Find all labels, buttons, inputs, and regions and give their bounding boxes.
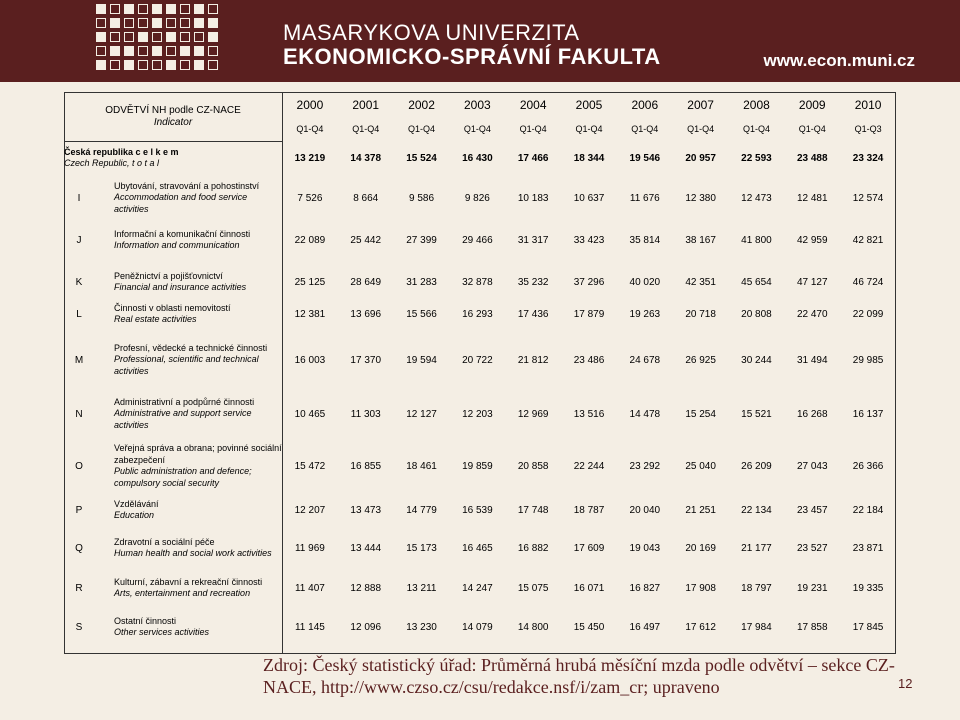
value-cell: 15 472 — [294, 460, 326, 472]
row-label — [94, 537, 282, 560]
logo-square — [194, 60, 204, 70]
logo-square — [208, 18, 218, 28]
value-cell: 26 925 — [685, 354, 716, 366]
value-cell: 12 380 — [685, 192, 716, 204]
table-row — [64, 268, 896, 296]
value-cell: 12 096 — [350, 621, 382, 633]
value-cell: 24 678 — [629, 354, 661, 366]
value-cell: 22 470 — [796, 308, 828, 320]
indicator-header — [64, 105, 282, 129]
value-cell: 13 444 — [350, 542, 382, 554]
value-cell: 13 696 — [350, 308, 382, 320]
value-cell: 13 230 — [406, 621, 437, 633]
row-label-en: Real estate activities — [114, 314, 197, 324]
value-cell: 21 177 — [741, 542, 772, 554]
row-code: N — [75, 408, 83, 420]
period-cell: Q1-Q4 — [687, 124, 715, 134]
source-note: Zdroj: Český statistický úřad: Průměrná hrubá měsíční mzda podle odvětví – sekce CZ-NACE, http://www.czso.cz/csu/redakce.nsf/i/zam_cr; upraveno — [263, 655, 895, 697]
year-header-row — [282, 98, 896, 112]
university-header — [0, 0, 960, 82]
logo-square — [194, 4, 204, 14]
row-label-cz: Ostatní činnosti — [114, 615, 177, 626]
value-cell: 13 219 — [294, 152, 326, 164]
indicator-cz: ODVĚTVÍ NH podle CZ-NACE — [105, 105, 241, 116]
value-cell: 22 244 — [573, 460, 605, 472]
value-cell: 23 486 — [573, 354, 605, 366]
year-cell: 2009 — [798, 98, 826, 112]
value-cell: 23 871 — [852, 542, 884, 554]
value-cell: 22 184 — [852, 504, 884, 516]
row-label-en: Financial and insurance activities — [114, 282, 247, 292]
logo-square — [138, 32, 148, 42]
logo-square — [208, 32, 218, 42]
logo-square — [166, 4, 176, 14]
table-row — [64, 300, 896, 328]
row-label-en: Administrative and support service activities — [114, 408, 252, 430]
value-cell: 9 826 — [464, 192, 490, 204]
period-header-row — [282, 124, 896, 134]
value-cell: 16 293 — [462, 308, 493, 320]
period-cell: Q1-Q4 — [463, 124, 491, 134]
value-cell: 19 043 — [629, 542, 661, 554]
logo-square — [166, 18, 176, 28]
row-label — [94, 181, 282, 216]
value-cell: 21 812 — [517, 354, 549, 366]
value-cell: 31 283 — [406, 276, 437, 288]
row-label — [94, 499, 282, 522]
value-cell: 15 075 — [517, 582, 549, 594]
value-cell: 20 808 — [741, 308, 772, 320]
logo-square — [138, 60, 148, 70]
value-cell: 20 718 — [685, 308, 716, 320]
value-cell: 19 263 — [629, 308, 661, 320]
value-cell: 37 296 — [573, 276, 605, 288]
value-cell: 12 473 — [741, 192, 772, 204]
row-label — [94, 271, 282, 294]
value-cell: 25 040 — [685, 460, 716, 472]
value-cell: 15 521 — [741, 408, 772, 420]
value-cell: 13 211 — [406, 582, 437, 594]
table-row — [64, 338, 896, 382]
logo-square — [194, 46, 204, 56]
value-cell: 11 407 — [294, 582, 325, 594]
row-label-en: Other services activities — [114, 627, 210, 637]
row-code: K — [75, 276, 83, 288]
logo-square — [180, 4, 190, 14]
value-cell: 12 127 — [406, 408, 437, 420]
value-cell: 10 183 — [517, 192, 549, 204]
value-cell: 12 207 — [294, 504, 326, 516]
table-row — [64, 574, 896, 602]
logo-square — [96, 60, 106, 70]
value-cell: 30 244 — [741, 354, 772, 366]
value-cell: 15 254 — [685, 408, 716, 420]
logo-square — [138, 18, 148, 28]
value-cell: 16 827 — [629, 582, 661, 594]
value-cell: 14 079 — [462, 621, 493, 633]
value-cell: 15 173 — [406, 542, 437, 554]
logo-square — [124, 46, 134, 56]
value-cell: 45 654 — [741, 276, 772, 288]
muni-logo — [96, 4, 220, 72]
value-cell: 14 779 — [406, 504, 437, 516]
row-code: Q — [75, 542, 83, 554]
row-label-en: Professional, scientific and technical activities — [114, 354, 259, 376]
value-cell: 23 527 — [796, 542, 828, 554]
value-cell: 11 969 — [294, 542, 325, 554]
row-values — [282, 153, 896, 164]
logo-square — [110, 46, 120, 56]
logo-square — [208, 46, 218, 56]
row-label-en: Human health and social work activities — [114, 548, 272, 558]
value-cell: 19 859 — [462, 460, 493, 472]
value-cell: 11 145 — [294, 621, 325, 633]
logo-square — [96, 4, 106, 14]
year-cell: 2006 — [631, 98, 659, 112]
row-values — [282, 622, 896, 633]
value-cell: 16 855 — [350, 460, 382, 472]
value-cell: 42 821 — [852, 234, 884, 246]
value-cell: 31 494 — [796, 354, 828, 366]
value-cell: 16 882 — [517, 542, 549, 554]
value-cell: 14 478 — [629, 408, 661, 420]
row-label — [94, 343, 282, 378]
row-values — [282, 277, 896, 288]
value-cell: 17 436 — [517, 308, 549, 320]
value-cell: 27 043 — [796, 460, 828, 472]
period-cell: Q1-Q4 — [742, 124, 770, 134]
value-cell: 42 351 — [685, 276, 716, 288]
value-cell: 14 800 — [517, 621, 549, 633]
year-cell: 2001 — [352, 98, 380, 112]
value-cell: 22 134 — [741, 504, 772, 516]
logo-square — [138, 46, 148, 56]
logo-square — [180, 60, 190, 70]
period-cell: Q1-Q4 — [631, 124, 659, 134]
period-cell: Q1-Q3 — [854, 124, 882, 134]
table-row — [64, 394, 896, 434]
value-cell: 16 539 — [462, 504, 493, 516]
value-cell: 17 858 — [796, 621, 828, 633]
value-cell: 31 317 — [517, 234, 549, 246]
row-code: M — [74, 354, 84, 366]
year-cell: 2008 — [743, 98, 770, 112]
value-cell: 14 378 — [350, 152, 382, 164]
row-label — [64, 147, 282, 170]
logo-square — [152, 32, 162, 42]
value-cell: 12 574 — [852, 192, 884, 204]
year-cell: 2000 — [296, 98, 324, 112]
value-cell: 17 609 — [573, 542, 605, 554]
value-cell: 16 071 — [573, 582, 605, 594]
logo-square — [180, 46, 190, 56]
row-values — [282, 355, 896, 366]
value-cell: 23 457 — [796, 504, 828, 516]
logo-square — [152, 4, 162, 14]
row-values — [282, 583, 896, 594]
value-cell: 17 908 — [685, 582, 716, 594]
row-code: O — [75, 460, 83, 472]
value-cell: 18 797 — [741, 582, 772, 594]
period-cell: Q1-Q4 — [408, 124, 436, 134]
row-values — [282, 461, 896, 472]
row-values — [282, 505, 896, 516]
row-label-cz: Kulturní, zábavní a rekreační činnosti — [114, 576, 263, 587]
logo-square — [180, 18, 190, 28]
row-values — [282, 409, 896, 420]
row-label-cz: Česká republika c e l k e m — [64, 146, 179, 157]
logo-square — [152, 60, 162, 70]
value-cell: 25 442 — [350, 234, 382, 246]
logo-square — [166, 46, 176, 56]
value-cell: 17 879 — [573, 308, 605, 320]
value-cell: 26 209 — [741, 460, 772, 472]
logo-square — [110, 32, 120, 42]
row-label-cz: Informační a komunikační činnosti — [114, 228, 251, 239]
row-code: S — [75, 621, 83, 633]
logo-square — [152, 18, 162, 28]
value-cell: 12 381 — [294, 308, 326, 320]
value-cell: 15 524 — [406, 152, 437, 164]
value-cell: 41 800 — [741, 234, 772, 246]
value-cell: 23 488 — [796, 152, 828, 164]
value-cell: 18 344 — [573, 152, 605, 164]
value-cell: 17 612 — [685, 621, 716, 633]
logo-square — [96, 18, 106, 28]
value-cell: 18 787 — [573, 504, 605, 516]
value-cell: 25 125 — [294, 276, 326, 288]
logo-square — [110, 18, 120, 28]
value-cell: 12 203 — [462, 408, 493, 420]
university-name: MASARYKOVA UNIVERZITA — [283, 20, 580, 45]
value-cell: 19 594 — [406, 354, 437, 366]
row-label-cz: Peněžnictví a pojišťovnictví — [114, 270, 223, 281]
row-label-cz: Vzdělávání — [114, 498, 159, 509]
table-row — [64, 612, 896, 642]
value-cell: 47 127 — [796, 276, 828, 288]
row-label-cz: Administrativní a podpůrné činnosti — [114, 396, 255, 407]
row-label-en: Education — [114, 510, 155, 520]
logo-square — [96, 46, 106, 56]
value-cell: 22 099 — [852, 308, 884, 320]
value-cell: 23 324 — [852, 152, 884, 164]
row-label — [94, 443, 282, 489]
year-cell: 2005 — [575, 98, 603, 112]
period-cell: Q1-Q4 — [798, 124, 826, 134]
value-cell: 35 814 — [629, 234, 661, 246]
row-label-en: Accommodation and food service activities — [114, 192, 248, 214]
value-cell: 17 466 — [517, 152, 549, 164]
row-label — [94, 577, 282, 600]
logo-square — [124, 18, 134, 28]
value-cell: 17 748 — [517, 504, 549, 516]
faculty-name: EKONOMICKO-SPRÁVNÍ FAKULTA — [283, 44, 661, 69]
value-cell: 11 676 — [629, 192, 660, 204]
value-cell: 10 465 — [294, 408, 326, 420]
table-row — [64, 180, 896, 216]
value-cell: 13 516 — [573, 408, 605, 420]
row-label — [94, 397, 282, 432]
value-cell: 20 722 — [462, 354, 493, 366]
period-cell: Q1-Q4 — [519, 124, 547, 134]
row-code: P — [75, 504, 83, 516]
logo-square — [166, 32, 176, 42]
row-code: L — [76, 308, 82, 320]
row-label-cz: Činnosti v oblasti nemovitostí — [114, 302, 231, 313]
period-cell: Q1-Q4 — [352, 124, 380, 134]
row-values — [282, 193, 896, 204]
value-cell: 16 430 — [462, 152, 493, 164]
value-cell: 20 040 — [629, 504, 661, 516]
row-label-cz: Veřejná správa a obrana; povinné sociální zabezpečení — [114, 443, 282, 465]
value-cell: 17 845 — [852, 621, 884, 633]
value-cell: 16 497 — [629, 621, 661, 633]
logo-square — [96, 32, 106, 42]
value-cell: 38 167 — [685, 234, 716, 246]
page-number: 12 — [898, 676, 913, 691]
value-cell: 40 020 — [629, 276, 661, 288]
table-row — [64, 496, 896, 524]
table-row — [64, 528, 896, 568]
value-cell: 16 003 — [294, 354, 326, 366]
year-cell: 2010 — [854, 98, 882, 112]
website-link[interactable]: www.econ.muni.cz — [763, 51, 915, 70]
row-label-en: Arts, entertainment and recreation — [114, 588, 251, 598]
value-cell: 16 268 — [796, 408, 828, 420]
row-label — [94, 616, 282, 639]
value-cell: 19 546 — [629, 152, 661, 164]
value-cell: 32 878 — [462, 276, 493, 288]
value-cell: 19 231 — [796, 582, 828, 594]
value-cell: 33 423 — [573, 234, 605, 246]
value-cell: 18 461 — [406, 460, 437, 472]
row-code: I — [77, 192, 81, 204]
value-cell: 23 292 — [629, 460, 661, 472]
value-cell: 27 399 — [406, 234, 437, 246]
row-label-en: Information and communication — [114, 240, 240, 250]
row-label-en: Czech Republic, t o t a l — [64, 158, 160, 168]
logo-square — [180, 32, 190, 42]
table-row-total — [64, 146, 896, 170]
logo-square — [124, 4, 134, 14]
value-cell: 29 985 — [852, 354, 884, 366]
value-cell: 9 586 — [409, 192, 435, 204]
year-cell: 2002 — [408, 98, 435, 112]
value-cell: 12 969 — [517, 408, 549, 420]
row-label-cz: Zdravotní a sociální péče — [114, 536, 215, 547]
value-cell: 11 303 — [350, 408, 381, 420]
value-cell: 10 637 — [573, 192, 605, 204]
logo-square — [110, 4, 120, 14]
row-label — [94, 303, 282, 326]
value-cell: 12 888 — [350, 582, 382, 594]
value-cell: 28 649 — [350, 276, 382, 288]
row-label-cz: Profesní, vědecké a technické činnosti — [114, 342, 268, 353]
logo-square — [110, 60, 120, 70]
row-label — [94, 229, 282, 252]
logo-square — [208, 4, 218, 14]
row-label-cz: Ubytování, stravování a pohostinství — [114, 180, 260, 191]
logo-square — [124, 32, 134, 42]
logo-square — [152, 46, 162, 56]
period-cell: Q1-Q4 — [575, 124, 603, 134]
row-values — [282, 309, 896, 320]
value-cell: 29 466 — [462, 234, 493, 246]
value-cell: 46 724 — [852, 276, 884, 288]
logo-square — [138, 4, 148, 14]
value-cell: 14 247 — [462, 582, 493, 594]
value-cell: 26 366 — [852, 460, 884, 472]
indicator-en: Indicator — [153, 117, 193, 128]
table-row — [64, 442, 896, 490]
row-code: R — [75, 582, 83, 594]
logo-square — [194, 18, 204, 28]
period-cell: Q1-Q4 — [296, 124, 324, 134]
row-code: J — [76, 234, 82, 246]
table-row — [64, 226, 896, 254]
year-cell: 2003 — [464, 98, 491, 112]
value-cell: 35 232 — [517, 276, 549, 288]
value-cell: 42 959 — [796, 234, 828, 246]
value-cell: 12 481 — [796, 192, 828, 204]
value-cell: 22 089 — [294, 234, 326, 246]
value-cell: 22 593 — [741, 152, 772, 164]
logo-square — [208, 60, 218, 70]
value-cell: 19 335 — [852, 582, 884, 594]
table-divider — [64, 141, 282, 142]
value-cell: 20 957 — [685, 152, 716, 164]
value-cell: 20 169 — [685, 542, 716, 554]
logo-square — [166, 60, 176, 70]
value-cell: 13 473 — [350, 504, 382, 516]
row-values — [282, 543, 896, 554]
logo-square — [194, 32, 204, 42]
value-cell: 15 566 — [406, 308, 437, 320]
value-cell: 8 664 — [353, 192, 379, 204]
value-cell: 16 465 — [462, 542, 493, 554]
row-label-en: Public administration and defence; compulsory social security — [114, 466, 252, 488]
value-cell: 16 137 — [852, 408, 884, 420]
logo-square — [124, 60, 134, 70]
value-cell: 17 984 — [741, 621, 772, 633]
value-cell: 21 251 — [685, 504, 716, 516]
value-cell: 7 526 — [297, 192, 323, 204]
year-cell: 2004 — [519, 98, 547, 112]
value-cell: 15 450 — [573, 621, 605, 633]
value-cell: 20 858 — [517, 460, 549, 472]
row-values — [282, 235, 896, 246]
year-cell: 2007 — [687, 98, 714, 112]
value-cell: 17 370 — [350, 354, 382, 366]
